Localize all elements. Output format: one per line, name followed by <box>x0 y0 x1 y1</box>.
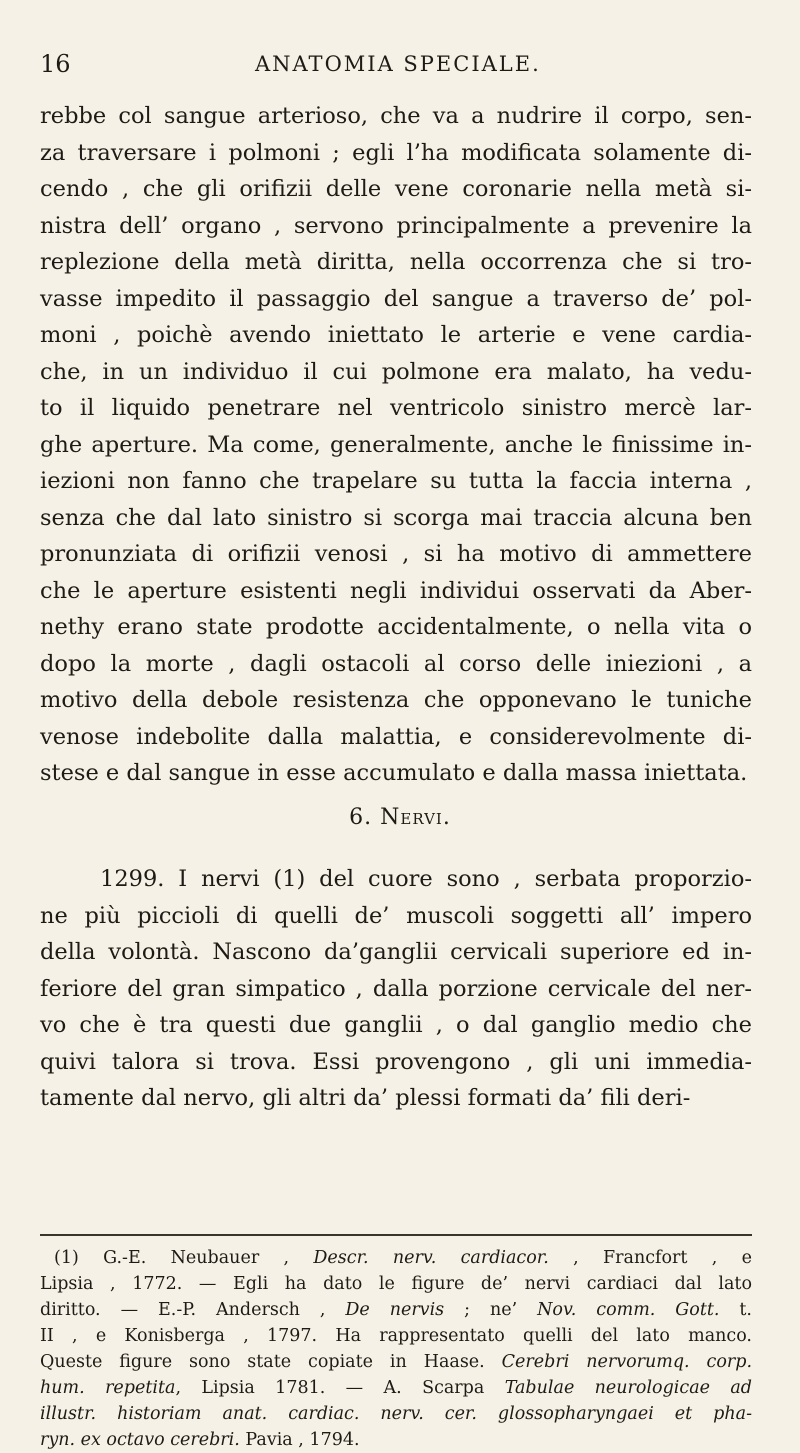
footnote-line: Queste figure sono state copiate in Haase. Cerebri nervorumq. corp. <box>40 1352 753 1372</box>
text-line: za traversare i polmoni ; egli l’ha modificata solamente di- <box>40 139 752 166</box>
footnote-line: illustr. historiam anat. cardiac. nerv. cer. glossopharyngaei et pha- <box>40 1404 752 1424</box>
section-heading <box>0 805 800 830</box>
text-line: tamente dal nervo, gli altri da’ plessi formati da’ fili deri- <box>40 1085 691 1111</box>
text-line: replezione della metà diritta, nella occorrenza che si tro- <box>40 249 752 275</box>
text-line: nethy erano state prodotte accidentalmente, o nella vita o <box>40 614 752 640</box>
text-line: rebbe col sangue arterioso, che va a nudrire il corpo, sen- <box>40 103 752 129</box>
text-line: iezioni non fanno che trapelare su tutta la faccia interna , <box>40 468 752 494</box>
text-line: pronunziata di orifizii venosi , si ha motivo di ammettere <box>40 541 752 567</box>
text-line: vo che è tra questi due ganglii , o dal ganglio medio che <box>40 1012 752 1038</box>
text-line: stese e dal sangue in esse accumulato e dalla massa iniettata. <box>40 760 748 786</box>
footnote-line: (1) G.-E. Neubauer , Descr. nerv. cardiacor. , Francfort , e <box>54 1248 752 1268</box>
text-line: quivi talora si trova. Essi provengono , gli uni immedia- <box>40 1048 752 1075</box>
text-line: feriore del gran simpatico , dalla porzione cervicale del ner- <box>40 975 752 1002</box>
page-header <box>40 50 750 80</box>
section-number: 6. <box>349 805 373 830</box>
paragraph-1299 <box>40 861 752 1117</box>
text-line: vasse impedito il passaggio del sangue a traverso de’ pol- <box>40 285 752 312</box>
text-line: ghe aperture. Ma come, generalmente, anche le finissime in- <box>40 431 752 458</box>
text-line: motivo della debole resistenza che opponevano le tuniche <box>40 687 752 713</box>
paragraph-continued <box>40 98 752 792</box>
text-line: della volontà. Nascono da’ganglii cervicali superiore ed in- <box>40 939 752 965</box>
section-title: Nervi. <box>380 805 451 830</box>
text-line: venose indebolite dalla malattia, e considerevolmente di- <box>40 723 752 750</box>
text-line: che, in un individuo il cui polmone era malato, ha vedu- <box>40 358 752 385</box>
running-title: ANATOMIA SPECIALE. <box>255 52 541 76</box>
text-line: moni , poichè avendo iniettato le arterie e vene cardia- <box>40 322 752 348</box>
text-line: dopo la morte , dagli ostacoli al corso delle iniezioni , a <box>40 650 752 677</box>
text-line: cendo , che gli orifizii delle vene coronarie nella metà si- <box>40 176 752 202</box>
footnote-line: hum. repetita, Lipsia 1781. — A. Scarpa Tabulae neurologicae ad <box>40 1378 752 1398</box>
text-line: senza che dal lato sinistro si scorga mai traccia alcuna ben <box>40 504 752 531</box>
text-line: 1299. I nervi (1) del cuore sono , serbata proporzio- <box>100 866 752 892</box>
footnote <box>40 1245 752 1453</box>
footnote-line: II , e Konisberga , 1797. Ha rappresentato quelli del lato manco. <box>40 1326 752 1346</box>
footnote-line: ryn. ex octavo cerebri. Pavia , 1794. <box>40 1430 360 1450</box>
footnote-separator <box>40 1234 752 1236</box>
page-number: 16 <box>40 50 71 78</box>
text-line: nistra dell’ organo , servono principalmente a prevenire la <box>40 212 752 239</box>
text-line: ne più piccioli di quelli de’ muscoli soggetti all’ impero <box>40 902 752 929</box>
footnote-line: diritto. — E.-P. Andersch , De nervis ; ne’ Nov. comm. Gott. t. <box>40 1300 752 1320</box>
footnote-line: Lipsia , 1772. — Egli ha dato le figure de’ nervi cardiaci dal lato <box>40 1274 752 1294</box>
text-line: to il liquido penetrare nel ventricolo sinistro mercè lar- <box>40 395 752 421</box>
text-line: che le aperture esistenti negli individui osservati da Aber- <box>40 577 752 604</box>
